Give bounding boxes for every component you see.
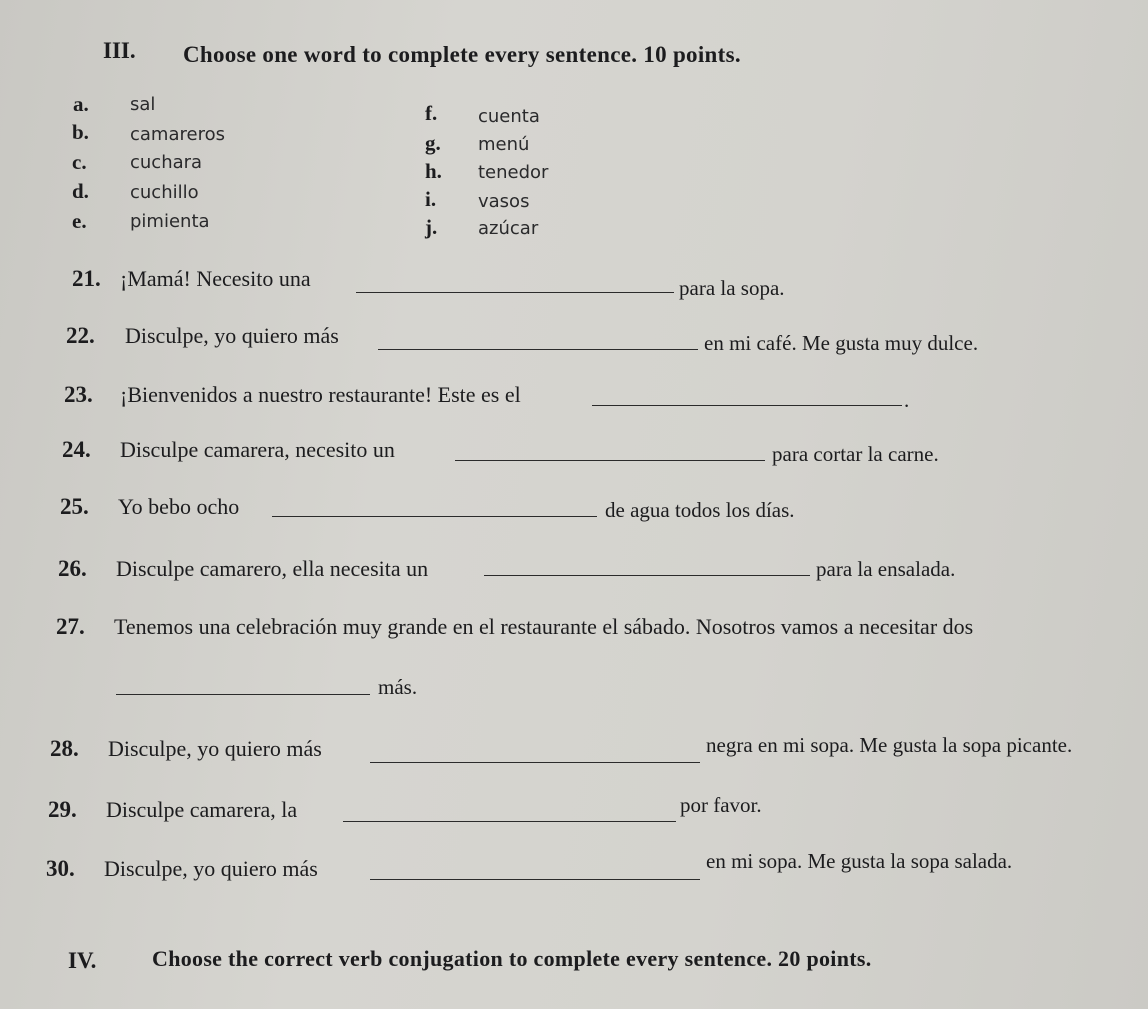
question-text: Disculpe camarera, necesito un: [120, 437, 395, 462]
question-number: 22.: [66, 323, 95, 348]
question-text-end: para la ensalada.: [816, 557, 956, 581]
option-d-letter: d.: [72, 179, 89, 203]
question-text: Disculpe camarero, ella necesita un: [116, 556, 429, 581]
option-g-word: menú: [478, 134, 530, 155]
question-number: 27.: [56, 614, 85, 639]
option-f-letter: f.: [425, 101, 438, 125]
option-e-word: pimienta: [130, 211, 210, 232]
question-number: 23.: [64, 382, 93, 407]
question-text: Disculpe, yo quiero más: [125, 323, 339, 348]
answer-blank-24[interactable]: [455, 460, 765, 461]
option-b-word: camareros: [130, 124, 225, 145]
question-text: Disculpe, yo quiero más: [104, 856, 318, 881]
question-text: Yo bebo ocho: [118, 494, 240, 519]
option-i-word: vasos: [478, 191, 530, 212]
question-text: Tenemos una celebración muy grande en el restaurante el sábado. Nosotros vamos a necesitar dos: [114, 614, 974, 639]
question-number: 21.: [72, 266, 101, 291]
option-f-word: cuenta: [478, 106, 540, 127]
question-text-end: negra en mi sopa. Me gusta la sopa picante.: [706, 733, 1073, 757]
option-g-letter: g.: [425, 131, 441, 155]
question-number: 28.: [50, 736, 79, 761]
section-4-number: IV.: [68, 948, 97, 973]
option-b-letter: b.: [72, 120, 89, 144]
option-j-word: azúcar: [478, 218, 539, 239]
question-number: 26.: [58, 556, 87, 581]
option-i-letter: i.: [425, 187, 437, 211]
option-e-letter: e.: [72, 209, 87, 233]
question-number: 29.: [48, 797, 77, 822]
answer-blank-27[interactable]: [116, 694, 370, 695]
question-text-end: por favor.: [680, 793, 762, 817]
question-number: 24.: [62, 437, 91, 462]
option-h-word: tenedor: [478, 162, 549, 183]
option-d-word: cuchillo: [130, 182, 199, 203]
section-3-number: III.: [103, 38, 136, 63]
section-4-instruction: Choose the correct verb conjugation to complete every sentence. 20 points.: [152, 946, 872, 971]
question-text-end: .: [904, 388, 910, 412]
question-text: ¡Bienvenidos a nuestro restaurante! Este es el: [120, 382, 521, 407]
question-text-end: para cortar la carne.: [772, 442, 939, 466]
question-text: Disculpe camarera, la: [106, 797, 298, 822]
answer-blank-29[interactable]: [343, 821, 676, 822]
answer-blank-26[interactable]: [484, 575, 810, 576]
question-text-end: más.: [378, 675, 418, 699]
question-text-end: en mi café. Me gusta muy dulce.: [704, 331, 979, 355]
question-text-end: en mi sopa. Me gusta la sopa salada.: [706, 849, 1013, 873]
answer-blank-25[interactable]: [272, 516, 597, 517]
answer-blank-22[interactable]: [378, 349, 698, 350]
question-text: ¡Mamá! Necesito una: [120, 266, 311, 291]
option-h-letter: h.: [425, 159, 442, 183]
answer-blank-28[interactable]: [370, 762, 700, 763]
question-number: 30.: [46, 856, 75, 881]
question-number: 25.: [60, 494, 89, 519]
answer-blank-23[interactable]: [592, 405, 902, 406]
question-text-end: para la sopa.: [679, 276, 785, 300]
option-a-letter: a.: [73, 92, 89, 116]
option-c-word: cuchara: [130, 152, 203, 173]
question-text: Disculpe, yo quiero más: [108, 736, 322, 761]
option-a-word: sal: [130, 94, 156, 115]
option-j-letter: j.: [425, 215, 438, 239]
answer-blank-30[interactable]: [370, 879, 700, 880]
answer-blank-21[interactable]: [356, 292, 674, 293]
section-3-instruction: Choose one word to complete every sentence. 10 points.: [183, 42, 741, 67]
option-c-letter: c.: [72, 150, 87, 174]
question-text-end: de agua todos los días.: [605, 498, 795, 522]
